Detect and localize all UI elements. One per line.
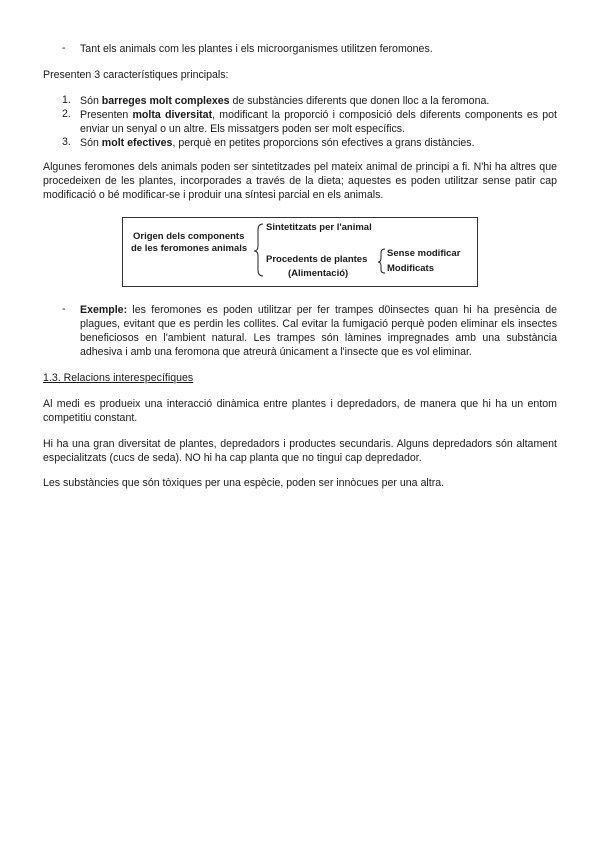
characteristics-intro: Presenten 3 característiques principals:	[43, 69, 229, 81]
list-number: 1.	[62, 94, 71, 106]
synthesis-paragraph: Algunes feromones dels animals poden ser sintetitzades pel mateix animal de principi a fi. N'hi ha altres que procedeixen de les plantes, incorporades a través de la dieta; aquestes es poden utilitzar sense patir cap modificació o bé modificar-se i produir una síntesi parcial en els animals.	[43, 161, 557, 201]
diagram-branch-plants: Procedents de plantes	[266, 254, 368, 265]
list-number: 2.	[62, 108, 71, 120]
intro-bullet-text: Tant els animals com les plantes i els microorganismes utilitzen feromones.	[80, 43, 433, 55]
example-paragraph: Exemple: les feromones es poden utilitzar per fer trampes d0insectes quan hi ha presència de plagues, evitant que es perdin les collites. Cal evitar la fumigació perquè poden eliminar els insectes beneficiosos en l'ambient natural. Les trampes són làmines impregnades amb una substància adhesiva i amb una feromona que atreurà únicament a l'insecte que es vol eliminar.	[80, 304, 557, 358]
diagram-branch-synthesized: Sintetitzats per l'animal	[266, 222, 372, 233]
section-paragraph: Al medi es produeix una interacció dinàmica entre plantes i depredadors, de manera que hi ha un entom competitiu constant.	[43, 398, 557, 424]
list-item: Són molt efectives, perquè en petites proporcions són efectives a grans distàncies.	[80, 137, 475, 149]
diagram-root-line1: Origen dels components	[133, 231, 245, 242]
section-heading: 1.3. Relacions interespecífiques	[43, 372, 194, 384]
section-paragraph: Hi ha una gran diversitat de plantes, depredadors i productes secundaris. Alguns depredadors són altament especialitzats (cucs de seda). NO hi ha cap planta que no tingui cap depredador.	[43, 438, 557, 464]
bullet-dash: -	[62, 42, 66, 54]
list-number: 3.	[62, 136, 71, 148]
diagram-branch-plants-note: (Alimentació)	[288, 268, 349, 279]
diagram-leaf-unmodified: Sense modificar	[387, 248, 461, 259]
pheromone-origin-diagram	[122, 217, 478, 287]
list-item: Presenten molta diversitat, modificant la proporció i composició dels diferents components es pot enviar un senyal o un altre. Els missatgers poden ser molt específics.	[80, 109, 557, 135]
section-paragraph: Les substàncies que són tòxiques per una espècie, poden ser innòcues per una altra.	[43, 477, 445, 489]
diagram-root-line2: de les feromones animals	[131, 243, 248, 254]
diagram-leaf-modified: Modificats	[387, 263, 434, 274]
list-item: Són barreges molt complexes de substàncies diferents que donen lloc a la feromona.	[80, 95, 490, 107]
bullet-dash: -	[62, 303, 66, 315]
